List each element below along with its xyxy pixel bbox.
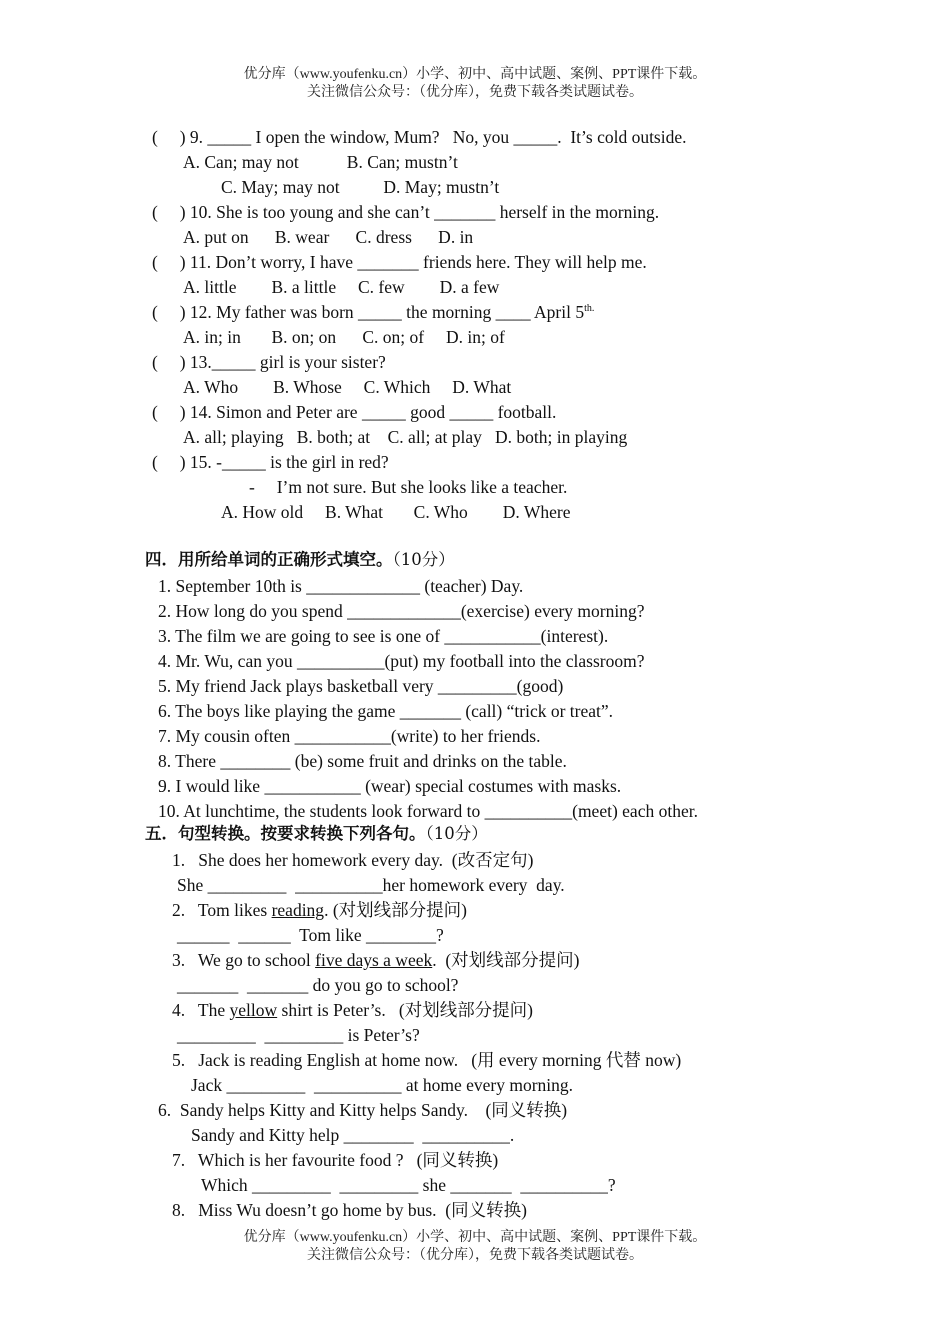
question-13-stem: ( ) 13._____ girl is your sister?: [152, 352, 386, 372]
section-4-title: [145, 548, 455, 572]
transform-6-question: 6. Sandy helps Kitty and Kitty helps Sandy. (同义转换): [158, 1100, 568, 1120]
fill-item-3: 3. The film we are going to see is one of ___________(interest).: [158, 626, 609, 646]
section-5-heading: 五．句型转换。按要求转换下列各句。: [145, 824, 426, 843]
section-5-title: [145, 822, 488, 846]
question-13-options: A. Who B. Whose C. Which D. What: [183, 377, 512, 397]
question-9-options-cd: C. May; may not D. May; mustn’t: [221, 177, 500, 197]
transform-2-question: [172, 898, 467, 922]
question-15-stem: ( ) 15. -_____ is the girl in red?: [152, 452, 389, 472]
question-14-stem: ( ) 14. Simon and Peter are _____ good _____ football.: [152, 402, 557, 422]
transform-3-underlined: five days a week: [315, 950, 433, 970]
transform-4-post: shirt is Peter’s. (对划线部分提问): [277, 1000, 534, 1020]
fill-item-6: 6. The boys like playing the game _______ (call) “trick or treat”.: [158, 701, 614, 721]
transform-5-question: 5. Jack is reading English at home now. (用 every morning 代替 now): [172, 1050, 682, 1070]
transform-5-answer: Jack _________ __________ at home every morning.: [191, 1075, 574, 1095]
fill-item-5: 5. My friend Jack plays basketball very _________(good): [158, 676, 564, 696]
transform-4-answer: _________ _________ is Peter’s?: [177, 1025, 420, 1045]
question-12-stem: [152, 300, 594, 324]
transform-1-answer: She _________ __________her homework every day.: [177, 875, 565, 895]
section-4-heading: 四．用所给单词的正确形式填空。: [145, 550, 393, 569]
transform-1-question: 1. She does her homework every day. (改否定句): [172, 850, 534, 870]
question-10-stem: ( ) 10. She is too young and she can’t _______ herself in the morning.: [152, 202, 660, 222]
page-header: [0, 66, 950, 102]
transform-3-question: [172, 948, 580, 972]
page-footer: [0, 1229, 950, 1265]
transform-3-answer: _______ _______ do you go to school?: [177, 975, 459, 995]
transform-3-post: . (对划线部分提问): [432, 950, 580, 970]
fill-item-8: 8. There ________ (be) some fruit and drinks on the table.: [158, 751, 567, 771]
transform-4-question: [172, 998, 533, 1022]
fill-item-9: 9. I would like ___________ (wear) special costumes with masks.: [158, 776, 622, 796]
question-12-options: A. in; in B. on; on C. on; of D. in; of: [183, 327, 505, 347]
question-10-options: A. put on B. wear C. dress D. in: [183, 227, 474, 247]
transform-2-underlined: reading: [271, 900, 325, 920]
question-12-text: ( ) 12. My father was born _____ the morning ____ April 5: [152, 302, 585, 322]
transform-4-pre: 4. The: [172, 1000, 230, 1020]
header-line-2: 关注微信公众号：（优分库），免费下载各类试题试卷。: [307, 85, 643, 100]
question-9-stem: ( ) 9. _____ I open the window, Mum? No, you _____. It’s cold outside.: [152, 127, 687, 147]
transform-2-post: . (对划线部分提问): [324, 900, 467, 920]
question-14-options: A. all; playing B. both; at C. all; at play D. both; in playing: [183, 427, 628, 447]
transform-4-underlined: yellow: [229, 1000, 278, 1020]
question-15-reply: - I’m not sure. But she looks like a teacher.: [249, 477, 568, 497]
fill-item-1: 1. September 10th is _____________ (teacher) Day.: [158, 576, 524, 596]
transform-7-question: 7. Which is her favourite food ? (同义转换): [172, 1150, 499, 1170]
transform-6-answer: Sandy and Kitty help ________ __________.: [191, 1125, 515, 1145]
question-15-options: A. How old B. What C. Who D. Where: [221, 502, 571, 522]
question-11-options: A. little B. a little C. few D. a few: [183, 277, 500, 297]
transform-2-answer: ______ ______ Tom like ________?: [177, 925, 444, 945]
footer-line-1: 优分库（www.youfenku.cn）小学、初中、高中试题、案例、PPT课件下载。: [243, 1230, 707, 1245]
transform-7-answer: Which _________ _________ she _______ __________?: [201, 1175, 616, 1195]
transform-2-pre: 2. Tom likes: [172, 900, 272, 920]
fill-item-4: 4. Mr. Wu, can you __________(put) my football into the classroom?: [158, 651, 645, 671]
section-5-points: （10分）: [425, 824, 488, 843]
ordinal-suffix: th.: [584, 303, 595, 314]
header-line-1: 优分库（www.youfenku.cn）小学、初中、高中试题、案例、PPT课件下载。: [243, 67, 707, 82]
fill-item-10: 10. At lunchtime, the students look forward to __________(meet) each other.: [158, 801, 698, 821]
question-11-stem: ( ) 11. Don’t worry, I have _______ friends here. They will help me.: [152, 252, 647, 272]
fill-item-7: 7. My cousin often ___________(write) to her friends.: [158, 726, 541, 746]
section-4-points: （10分）: [392, 550, 455, 569]
fill-item-2: 2. How long do you spend _____________(exercise) every morning?: [158, 601, 645, 621]
question-9-options-ab: A. Can; may not B. Can; mustn’t: [183, 152, 458, 172]
transform-3-pre: 3. We go to school: [172, 950, 316, 970]
transform-8-question: 8. Miss Wu doesn’t go home by bus. (同义转换): [172, 1200, 527, 1220]
footer-line-2: 关注微信公众号：（优分库），免费下载各类试题试卷。: [307, 1248, 643, 1263]
